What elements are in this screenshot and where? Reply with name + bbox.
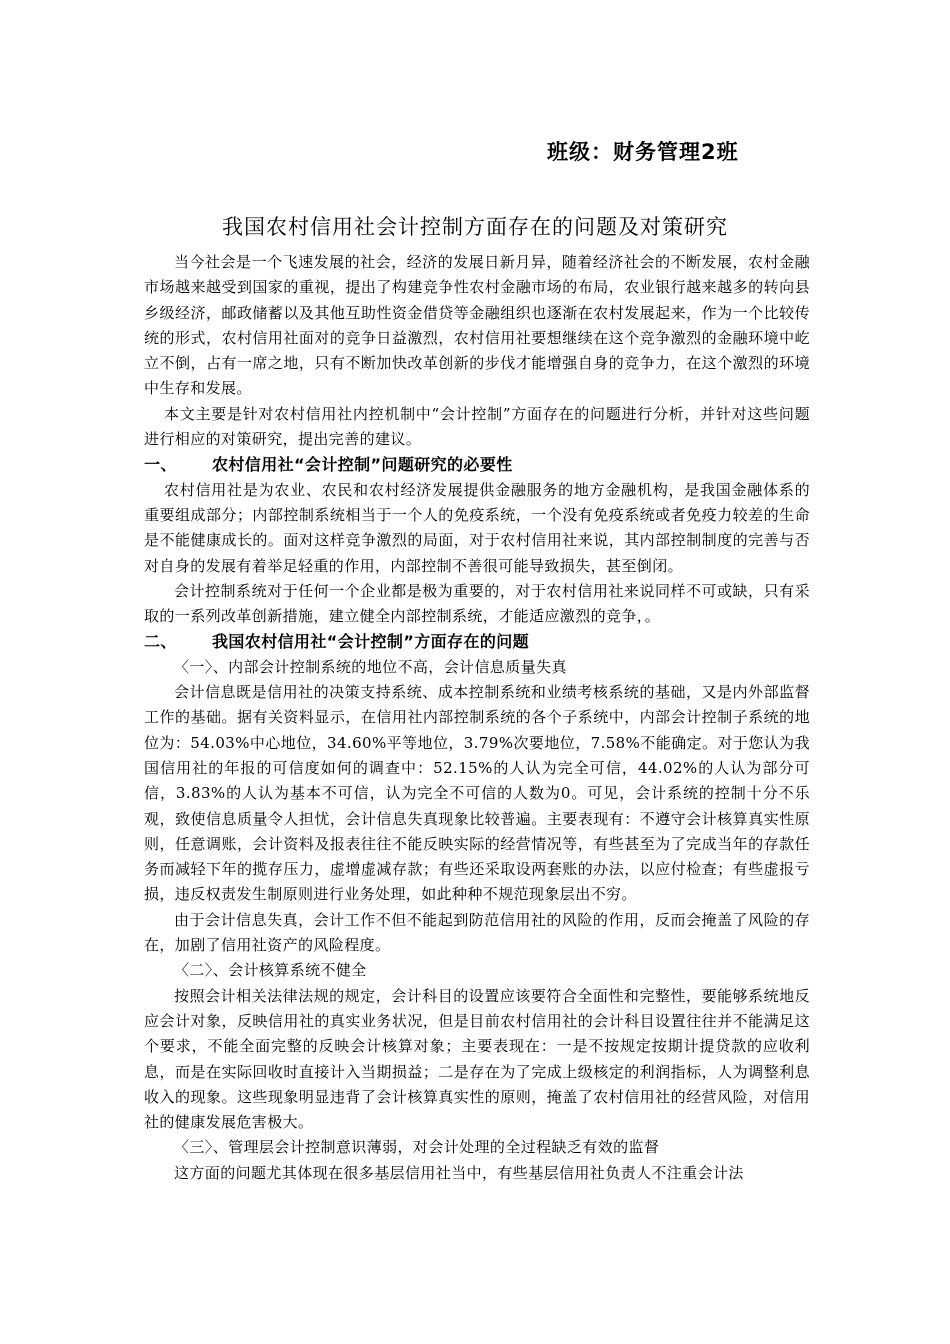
section-title-2: 我国农村信用社“会计控制”方面存在的问题 — [212, 632, 530, 652]
section1-paragraph-2: 会计控制系统对于任何一个企业都是极为重要的，对于农村信用社来说同样不可或缺，只有采取的一系列改革创新措施，建立健全内部控制系统，才能适应激烈的竞争，。 — [144, 581, 810, 626]
document-body — [144, 250, 810, 1186]
intro-paragraph-2: 本文主要是针对农村信用社内控机制中“会计控制”方面存在的问题进行分析，并针对这些问题进行相应的对策研究，提出完善的建议。 — [144, 404, 810, 449]
subsection1-paragraph-1: 会计信息既是信用社的决策支持系统、成本控制系统和业绩考核系统的基础，又是内外部监督工作的基础。据有关资料显示，在信用社内部控制系统的各个子系统中，内部会计控制子系统的地位为：54.03%中心地位，34.60%平等地位，3.79%次要地位，7.58%不能确定。对于您认为我国信用社的年报的可信度如何的调查中：52.15%的人认为完全可信，44.02%的人认为部分可信，3.83%的人认为基本不可信，认为完全不可信的人数为0。可见，会计系统的控制十分不乐观，致使信息质量令人担忧，会计信息失真现象比较普遍。主要表现有：不遵守会计核算真实性原则，任意调账，会计资料及报表往往不能反映实际的经营情况等，有些甚至为了完成当年的存款任务而减轻下年的揽存压力，虚增虚减存款；有些还采取设两套账的办法，以应付检查；有些虚报亏损，违反权责发生制原则进行业务处理，如此种种不规范现象层出不穷。 — [144, 683, 810, 904]
intro-paragraph-1: 当今社会是一个飞速发展的社会，经济的发展日新月异，随着经济社会的不断发展，农村金融市场越来越受到国家的重视，提出了构建竞争性农村金融市场的布局，农业银行越来越多的转向县乡级经济，邮政储蓄以及其他互助性资金借贷等金融组织也逐渐在农村发展起来，作为一个比较传统的形式，农村信用社面对的竞争日益激烈，农村信用社要想继续在这个竞争激烈的金融环境中屹立不倒，占有一席之地，只有不断加快改革创新的步伐才能增强自身的竞争力，在这个激烈的环境中生存和发展。 — [144, 253, 810, 398]
section-heading-2 — [144, 629, 810, 654]
section-heading-1 — [144, 452, 810, 477]
section-number-1: 一、 — [144, 455, 177, 475]
subsection3-paragraph-1: 这方面的问题尤其体现在很多基层信用社当中，有些基层信用社负责人不注重会计法 — [174, 1163, 744, 1182]
class-label: 班级：财务管理2班 — [547, 140, 739, 164]
document-title: 我国农村信用社会计控制方面存在的问题及对策研究 — [222, 215, 728, 239]
subsection-heading-2: 〈二〉、会计核算系统不健全 — [174, 961, 367, 980]
subsection-heading-1: 〈一〉、内部会计控制系统的地位不高，会计信息质量失真 — [174, 657, 567, 676]
section1-paragraph-1: 农村信用社是为农业、农民和农村经济发展提供金融服务的地方金融机构，是我国金融体系的重要组成部分；内部控制系统相当于一个人的免疫系统，一个没有免疫系统或者免疫力较差的生命是不能健康成长的。面对这样竞争激烈的局面，对于农村信用社来说，其内部控制制度的完善与否对自身的发展有着举足轻重的作用，内部控制不善很可能导致损失，甚至倒闭。 — [144, 480, 810, 575]
subsection2-paragraph-1: 按照会计相关法律法规的规定，会计科目的设置应该要符合全面性和完整性，要能够系统地反应会计对象，反映信用社的真实业务状况，但是目前农村信用社的会计科目设置往往并不能满足这个要求，不能全面完整的反映会计核算对象；主要表现在：一是不按规定按期计提贷款的应收利息，而是在实际回收时直接计入当期损益；二是存在为了完成上级核定的利润指标，人为调整利息收入的现象。这些现象明显违背了会计核算真实性的原则，掩盖了农村信用社的经营风险，对信用社的健康发展危害极大。 — [144, 986, 810, 1132]
section-number-2: 二、 — [144, 632, 177, 652]
subsection1-paragraph-2: 由于会计信息失真，会计工作不但不能起到防范信用社的风险的作用，反而会掩盖了风险的存在，加剧了信用社资产的风险程度。 — [144, 910, 810, 955]
subsection-heading-3: 〈三〉、管理层会计控制意识薄弱，对会计处理的全过程缺乏有效的监督 — [174, 1138, 660, 1157]
section-title-1: 农村信用社“会计控制”问题研究的必要性 — [212, 455, 513, 475]
